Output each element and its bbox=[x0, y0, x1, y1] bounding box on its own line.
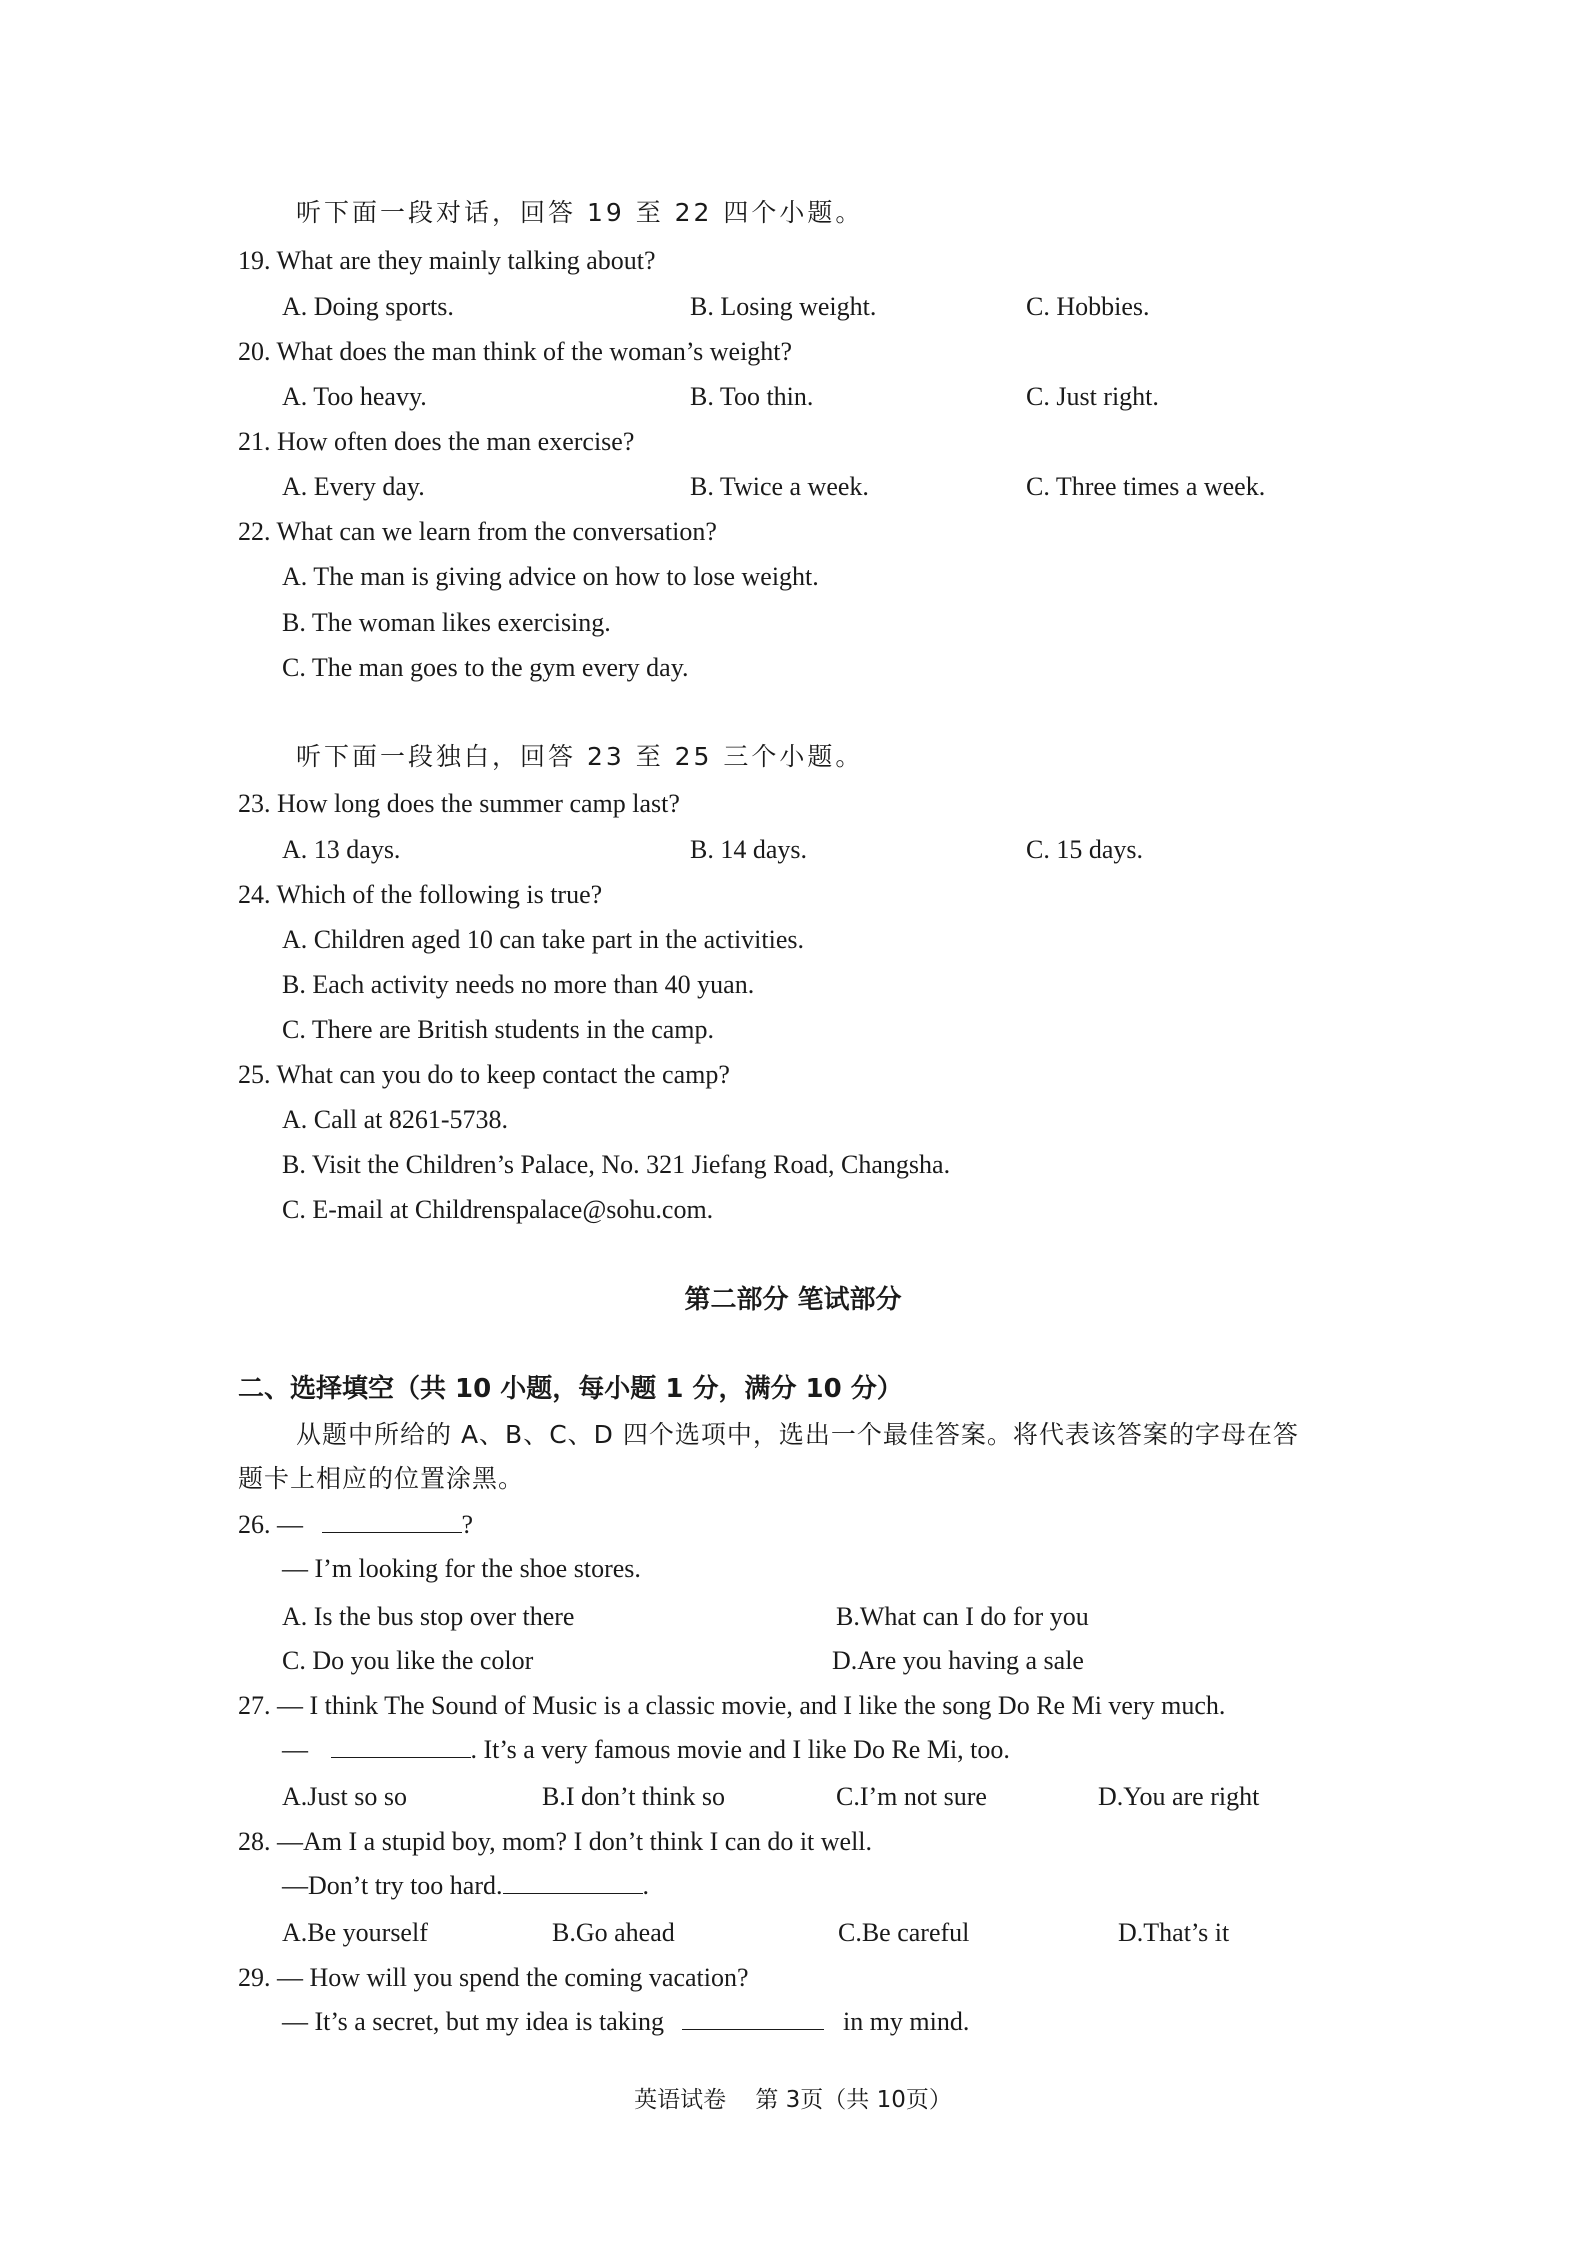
q27-option-d: D.You are right bbox=[1098, 1782, 1260, 1811]
section2-heading: 二、选择填空（共 10 小题，每小题 1 分，满分 10 分） bbox=[238, 1374, 903, 1404]
q27-reply bbox=[282, 1733, 1010, 1767]
question-23: 23. How long does the summer camp last? bbox=[238, 789, 680, 818]
q27-blank bbox=[331, 1733, 471, 1758]
q23-option-b: B. 14 days. bbox=[690, 835, 807, 864]
q26-option-d: D.Are you having a sale bbox=[832, 1646, 1084, 1675]
q26-option-c: C. Do you like the color bbox=[282, 1646, 534, 1675]
q21-option-c: C. Three times a week. bbox=[1026, 472, 1266, 501]
q22-option-a: A. The man is giving advice on how to lose weight. bbox=[282, 562, 819, 591]
q29-reply-suffix: in my mind. bbox=[842, 2007, 970, 2036]
q28-reply bbox=[282, 1869, 649, 1903]
q26-reply: — I’m looking for the shoe stores. bbox=[282, 1554, 641, 1583]
question-24: 24. Which of the following is true? bbox=[238, 880, 603, 909]
q19-option-b: B. Losing weight. bbox=[690, 292, 877, 321]
q20-option-b: B. Too thin. bbox=[690, 382, 814, 411]
q25-option-b: B. Visit the Children’s Palace, No. 321 Jiefang Road, Changsha. bbox=[282, 1150, 951, 1179]
question-20: 20. What does the man think of the woman’s weight? bbox=[238, 337, 793, 366]
q28-option-b: B.Go ahead bbox=[552, 1918, 675, 1947]
part2-title: 第二部分 笔试部分 bbox=[684, 1285, 902, 1315]
listening-intro-23-25: 听下面一段独白，回答 23 至 25 三个小题。 bbox=[296, 742, 864, 771]
q22-option-c: C. The man goes to the gym every day. bbox=[282, 653, 689, 682]
q25-option-c: C. E-mail at Childrenspalace@sohu.com. bbox=[282, 1195, 714, 1224]
question-19: 19. What are they mainly talking about? bbox=[238, 246, 656, 275]
question-22: 22. What can we learn from the conversation? bbox=[238, 517, 717, 546]
question-26 bbox=[238, 1508, 473, 1542]
q23-option-c: C. 15 days. bbox=[1026, 835, 1143, 864]
q19-option-c: C. Hobbies. bbox=[1026, 292, 1150, 321]
q27-reply-prefix: — bbox=[282, 1735, 308, 1764]
section2-instructions-line2: 题卡上相应的位置涂黑。 bbox=[238, 1464, 525, 1493]
q28-option-c: C.Be careful bbox=[838, 1918, 970, 1947]
q28-option-a: A.Be yourself bbox=[282, 1918, 428, 1947]
q24-option-c: C. There are British students in the camp. bbox=[282, 1015, 715, 1044]
q25-option-a: A. Call at 8261-5738. bbox=[282, 1105, 509, 1134]
q24-option-b: B. Each activity needs no more than 40 yuan. bbox=[282, 970, 755, 999]
q27-reply-suffix: . It’s a very famous movie and I like Do Re Mi, too. bbox=[470, 1735, 1010, 1764]
question-28: 28. —Am I a stupid boy, mom? I don’t think I can do it well. bbox=[238, 1827, 873, 1856]
q20-option-c: C. Just right. bbox=[1026, 382, 1159, 411]
q21-option-a: A. Every day. bbox=[282, 472, 425, 501]
q26-prefix: 26. — bbox=[238, 1510, 303, 1539]
q26-option-b: B.What can I do for you bbox=[836, 1602, 1089, 1631]
q21-option-b: B. Twice a week. bbox=[690, 472, 869, 501]
q28-blank bbox=[503, 1869, 643, 1894]
q19-option-a: A. Doing sports. bbox=[282, 292, 454, 321]
q28-reply-suffix: . bbox=[642, 1871, 649, 1900]
q27-option-b: B.I don’t think so bbox=[542, 1782, 725, 1811]
q29-blank bbox=[682, 2005, 824, 2030]
q29-reply-prefix: — It’s a secret, but my idea is taking bbox=[282, 2007, 664, 2036]
q27-option-c: C.I’m not sure bbox=[836, 1782, 987, 1811]
q28-reply-prefix: —Don’t try too hard. bbox=[282, 1871, 503, 1900]
listening-intro-19-22: 听下面一段对话，回答 19 至 22 四个小题。 bbox=[296, 198, 864, 227]
question-21: 21. How often does the man exercise? bbox=[238, 427, 635, 456]
question-29: 29. — How will you spend the coming vacation? bbox=[238, 1963, 749, 1992]
question-25: 25. What can you do to keep contact the camp? bbox=[238, 1060, 730, 1089]
question-27: 27. — I think The Sound of Music is a classic movie, and I like the song Do Re Mi very much. bbox=[238, 1691, 1226, 1720]
q26-blank bbox=[322, 1508, 462, 1533]
q26-option-a: A. Is the bus stop over there bbox=[282, 1602, 575, 1631]
q22-option-b: B. The woman likes exercising. bbox=[282, 608, 611, 637]
q28-option-d: D.That’s it bbox=[1118, 1918, 1230, 1947]
q29-reply bbox=[282, 2005, 969, 2039]
q20-option-a: A. Too heavy. bbox=[282, 382, 427, 411]
q26-suffix: ? bbox=[461, 1510, 474, 1539]
page-footer: 英语试卷 第 3页（共 10页） bbox=[634, 2087, 952, 2113]
q24-option-a: A. Children aged 10 can take part in the activities. bbox=[282, 925, 804, 954]
q27-option-a: A.Just so so bbox=[282, 1782, 407, 1811]
section2-instructions-line1: 从题中所给的 A、B、C、D 四个选项中，选出一个最佳答案。将代表该答案的字母在答 bbox=[296, 1420, 1299, 1449]
q23-option-a: A. 13 days. bbox=[282, 835, 401, 864]
